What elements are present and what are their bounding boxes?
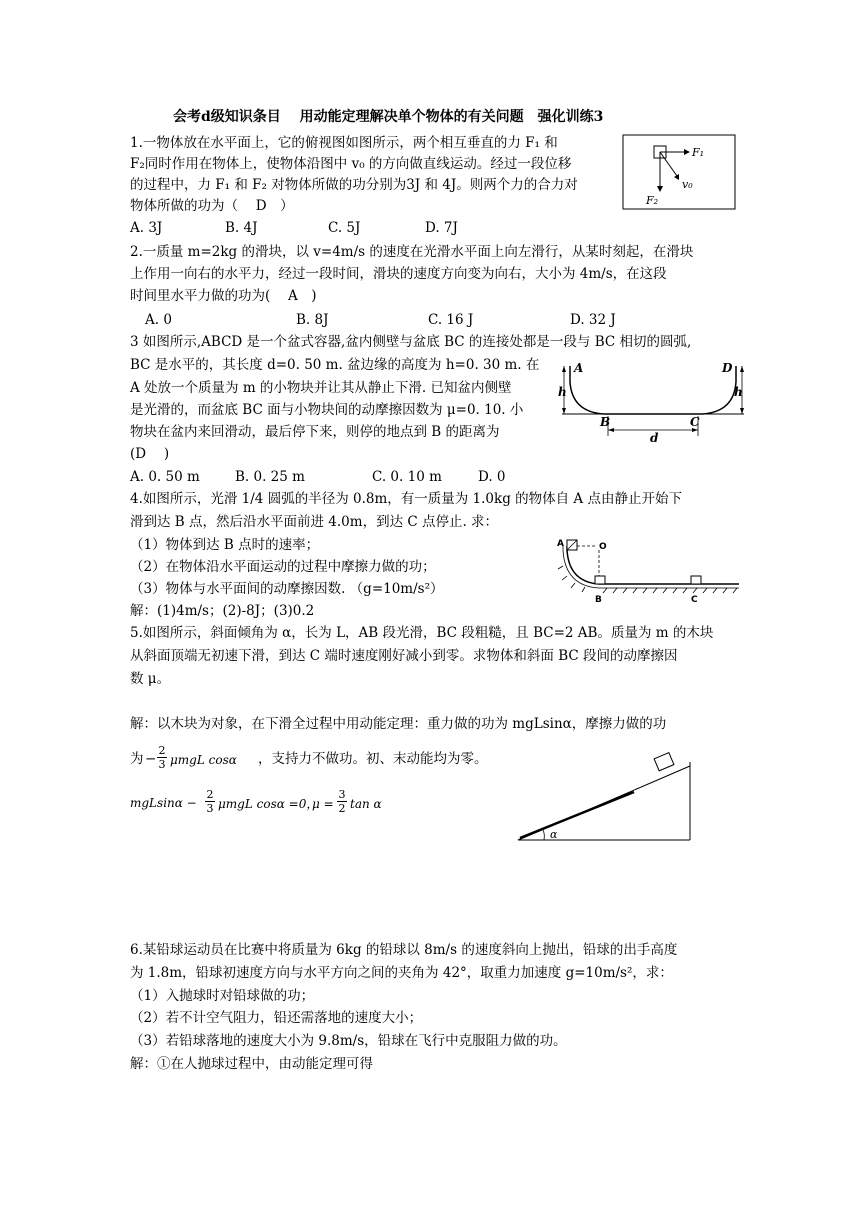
q1-line: 的过程中，力 F₁ 和 F₂ 对物体所做的功分别为3J 和 4J。则两个力的合力对	[130, 177, 578, 193]
q3-line: 3 如图所示,ABCD 是一个盆式容器,盆内侧壁与盆底 BC 的连接处都是一段与 BC 相切的圆弧,	[130, 334, 692, 350]
label-a: A	[574, 361, 584, 375]
q2-line: 上作用一向右的水平力，经过一段时间，滑块的速度方向变为向右，大小为 4m/s，在这段	[130, 266, 667, 282]
formula-prefix: 为	[130, 751, 144, 767]
q2-option: B. 8J	[296, 312, 329, 328]
q3-basin-diagram	[558, 358, 748, 444]
f2-label: F₂	[646, 194, 659, 207]
q1-option: B. 4J	[225, 220, 258, 236]
label-h-left: h	[558, 385, 567, 399]
q2-option: A. 0	[145, 312, 172, 328]
q6-line: （1）入抛球时对铅球做的功；	[130, 988, 315, 1004]
q1-line: F₂同时作用在物体上，使物体沿图中 v₀ 的方向做直线运动。经过一段位移	[130, 156, 572, 172]
label-a: A	[557, 539, 564, 549]
q3-line: A 处放一个质量为 m 的小物块并让其从静止下滑. 已知盆内侧壁	[130, 380, 512, 396]
q4-line: 滑到达 B 点，然后沿水平面前进 4.0m，到达 C 点停止. 求：	[130, 514, 499, 530]
q3-option: B. 0. 25 m	[235, 469, 305, 485]
mu-result-a: μ =	[312, 797, 334, 811]
q1-option: D. 7J	[425, 220, 458, 236]
fraction	[157, 744, 167, 771]
v0-label: v₀	[682, 178, 693, 191]
q6-line: 6.某铅球运动员在比赛中将质量为 6kg 的铅球以 8m/s 的速度斜向上抛出，铅球的出手高度	[130, 942, 678, 958]
equation-part-b: μmgL cosα =0，	[218, 797, 319, 811]
q4-arc-diagram	[553, 536, 743, 608]
q6-line: 为 1.8m，铅球初速度方向与水平方向之间的夹角为 42°，取重力加速度 g=10m/s²，求：	[130, 965, 673, 981]
denominator: 2	[338, 802, 346, 815]
minus-sign: −	[145, 751, 157, 767]
q1-force-diagram	[622, 134, 736, 210]
label-o: O	[599, 542, 607, 552]
label-c: C	[690, 415, 700, 429]
q3-line: (D )	[130, 446, 170, 462]
q3-line: 物块在盆内来回滑动，最后停下来，则停的地点到 B 的距离为	[130, 424, 500, 440]
q6-line: （2）若不计空气阻力，铅还需落地的速度大小；	[130, 1010, 423, 1026]
q4-line: （3）物体与水平面间的动摩擦因数. （g=10m/s²）	[130, 581, 444, 597]
page-title: 会考d级知识条目 用动能定理解决单个物体的有关问题 强化训练3	[173, 109, 604, 125]
label-h-right: h	[734, 385, 743, 399]
numerator: 3	[338, 788, 346, 801]
mu-result-b: tan α	[350, 797, 382, 811]
q3-line: 是光滑的，而盆底 BC 面与小物块间的动摩擦因数为 μ=0. 10. 小	[130, 402, 524, 418]
label-b: B	[600, 415, 611, 429]
q5-line: 5.如图所示，斜面倾角为 α，长为 L，AB 段光滑，BC 段粗糙，且 BC=2 AB。质量为 m 的木块	[130, 625, 714, 641]
label-b: B	[595, 595, 602, 605]
q6-line: （3）若铅球落地的速度大小为 9.8m/s，铅球在飞行中克服阻力做的功。	[130, 1033, 567, 1049]
fraction	[337, 788, 347, 815]
q5-line: 数 μ。	[130, 671, 171, 687]
q4-line: 4.如图所示，光滑 1/4 圆弧的半径为 0.8m，有一质量为 1.0kg 的物体自 A 点由静止开始下	[130, 491, 682, 507]
q6-line: 解：①在人抛球过程中，由动能定理可得	[130, 1056, 373, 1072]
q3-option: C. 0. 10 m	[372, 469, 442, 485]
q3-option: D. 0	[478, 469, 506, 485]
q1-line: 物体所做的功为（ D ）	[130, 198, 294, 214]
numerator: 2	[206, 788, 214, 801]
alpha-label: α	[550, 828, 558, 841]
q3-option: A. 0. 50 m	[130, 469, 200, 485]
denominator: 3	[206, 802, 214, 815]
q1-option: A. 3J	[130, 220, 163, 236]
q2-line: 时间里水平力做的功为( A )	[130, 288, 317, 304]
f1-label: F₁	[692, 146, 705, 159]
numerator: 2	[158, 744, 166, 757]
denominator: 3	[158, 758, 166, 771]
q5-solution-line: 解：以木块为对象，在下滑全过程中用动能定理：重力做的功为 mgLsinα，摩擦力做的功	[130, 716, 667, 732]
q1-option: C. 5J	[328, 220, 361, 236]
q5-incline-diagram	[514, 752, 694, 848]
q2-option: C. 16 J	[428, 312, 474, 328]
label-c: C	[691, 595, 698, 605]
fraction	[205, 788, 215, 815]
label-d-length: d	[650, 431, 659, 444]
q5-solution-tail: ，支持力不做功。初、末动能均为零。	[258, 751, 488, 767]
q1-line: 1.一物体放在水平面上，它的俯视图如图所示，两个相互垂直的力 F₁ 和	[130, 135, 558, 151]
formula-term: μmgL cosα	[170, 753, 237, 767]
label-d: D	[722, 361, 733, 375]
q4-answer: 解：(1)4m/s；(2)-8J；(3)0.2	[130, 603, 315, 619]
q5-line: 从斜面顶端无初速下滑，到达 C 端时速度刚好减小到零。求物体和斜面 BC 段间的动摩擦因	[130, 648, 678, 664]
q2-option: D. 32 J	[570, 312, 616, 328]
q2-line: 2.一质量 m=2kg 的滑块，以 v=4m/s 的速度在光滑水平面上向左滑行，从某时刻起，在滑块	[130, 244, 694, 260]
q4-line: （2）在物体沿水平面运动的过程中摩擦力做的功；	[130, 559, 436, 575]
q4-line: （1）物体到达 B 点时的速率；	[130, 537, 320, 553]
q3-line: BC 是水平的，其长度 d=0. 50 m. 盆边缘的高度为 h=0. 30 m. 在	[130, 357, 540, 373]
equation-part-a: mgLsinα −	[130, 796, 197, 810]
